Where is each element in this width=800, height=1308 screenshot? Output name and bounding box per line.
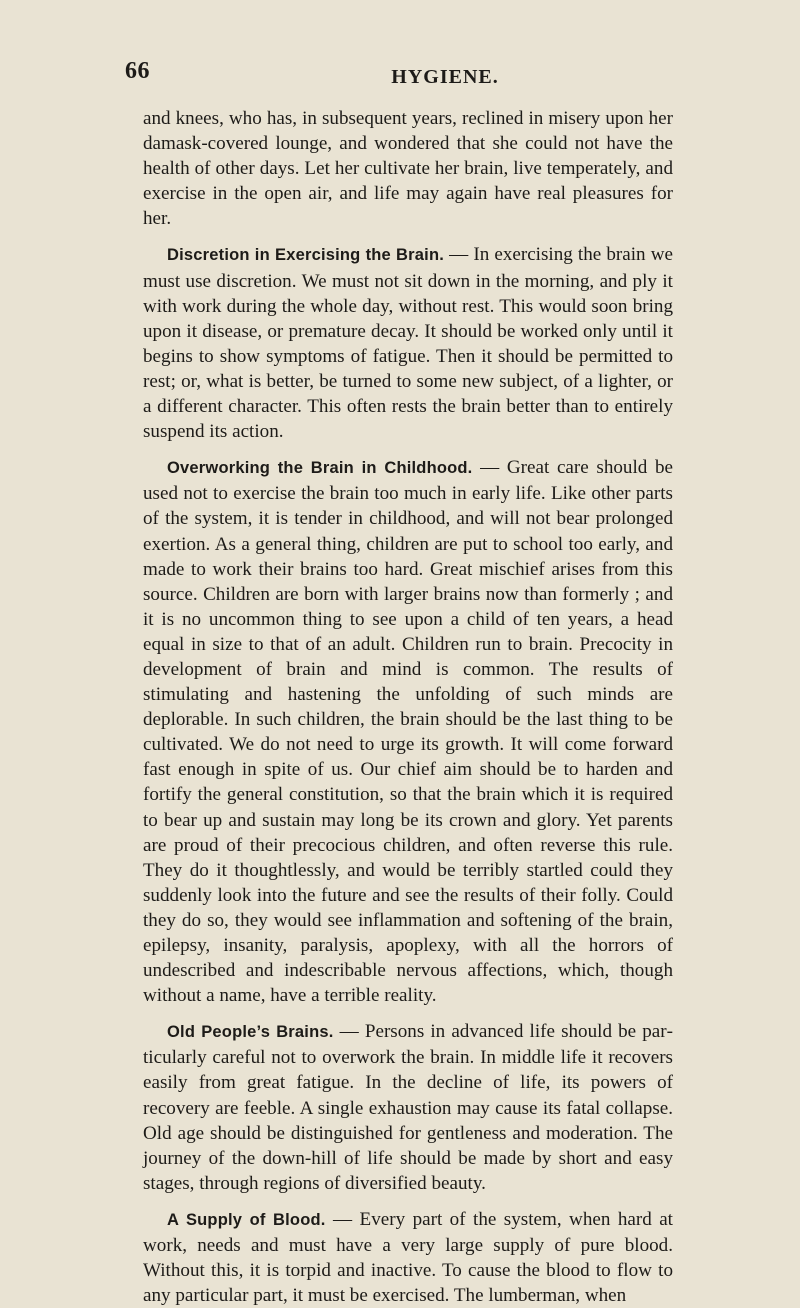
page-body xyxy=(143,106,673,1308)
section-heading: A Supply of Blood. xyxy=(167,1210,326,1229)
section-old-people xyxy=(143,1019,673,1196)
section-heading: Overworking the Brain in Childhood. xyxy=(167,459,473,478)
section-discretion xyxy=(143,242,673,444)
running-title: HYGIENE. xyxy=(391,66,499,88)
section-heading: Old People’s Brains. xyxy=(167,1023,334,1042)
paragraph-text: — Persons in advanced life should be particularly careful not to overwork the brain. In middle life it recovers easily from great fatigue. In the decline of life, its powers of recovery are feeble. A single exhaustion may cause its fatal collapse. Old age should be distinguished for gentleness and moderation. The journey of the down-hill of life should be made by short and easy stages, through regions of diversified beauty. xyxy=(143,1021,673,1194)
section-blood-supply xyxy=(143,1207,673,1308)
section-overworking xyxy=(143,455,673,1008)
paragraph-text: — Great care should be used not to exercise the brain too much in early life. Like other parts of the system, it is tender in childhood, and will not bear prolonged exertion. As a general thing, children are put to school too early, and made to work their brains too hard. Great mischief arises from this source. Children are born with larger brains now than formerly ; and it is no uncommon thing to see upon a child of ten years, a head equal in size to that of an adult. Children run to brain. Precocity in development of brain and mind is common. The results of stimulating and hastening the unfolding of such minds are deplorable. In such children, the brain should be the last thing to be cultivated. We do not need to urge its growth. It will come forward fast enough in spite of us. Our chief aim should be to harden and fortify the general constitution, so that the brain which it is required to bear up and sustain may long be its crown and glory. Yet parents are proud of their precocious children, and often reverse this rule. They do it thoughtlessly, and would be terribly startled could they suddenly look into the future and see the results of their folly. Could they do so, they would see inflammation and softening of the brain, epilepsy, insanity, paralysis, apoplexy, with all the horrors of undescribed and indescribable nervous affections, which, though without a name, have a terrible reality. xyxy=(143,457,674,1007)
paragraph-continuation xyxy=(143,106,673,231)
section-heading: Discretion in Exercising the Brain. xyxy=(167,246,445,265)
paragraph-text: — Every part of the system, when hard at work, needs and must have a very large supply of pure blood. Without this, it is torpid and inactive. To cause the blood to flow to any particular part, it must be exercised. The lumberman, when xyxy=(143,1208,673,1307)
paragraph-text: — In exercising the brain we must use discretion. We must not sit down in the morning, and ply it with work during the whole day, without rest. This would soon bring upon it disease, or premature decay. It should be worked only until it begins to show symptoms of fatigue. Then it should be permitted to rest; or, what is better, be turned to some new subject, of a lighter, or a different character. This often rests the brain better than to entirely suspend its action. xyxy=(143,244,673,443)
page-number: 66 xyxy=(125,58,150,84)
paragraph-text: and knees, who has, in subsequent years, reclined in misery upon her damask-covered lounge, and wondered that she could not have the health of other days. Let her cultivate her brain, live temperately, and exercise in the open air, and life may again have real pleasures for her. xyxy=(143,108,673,230)
